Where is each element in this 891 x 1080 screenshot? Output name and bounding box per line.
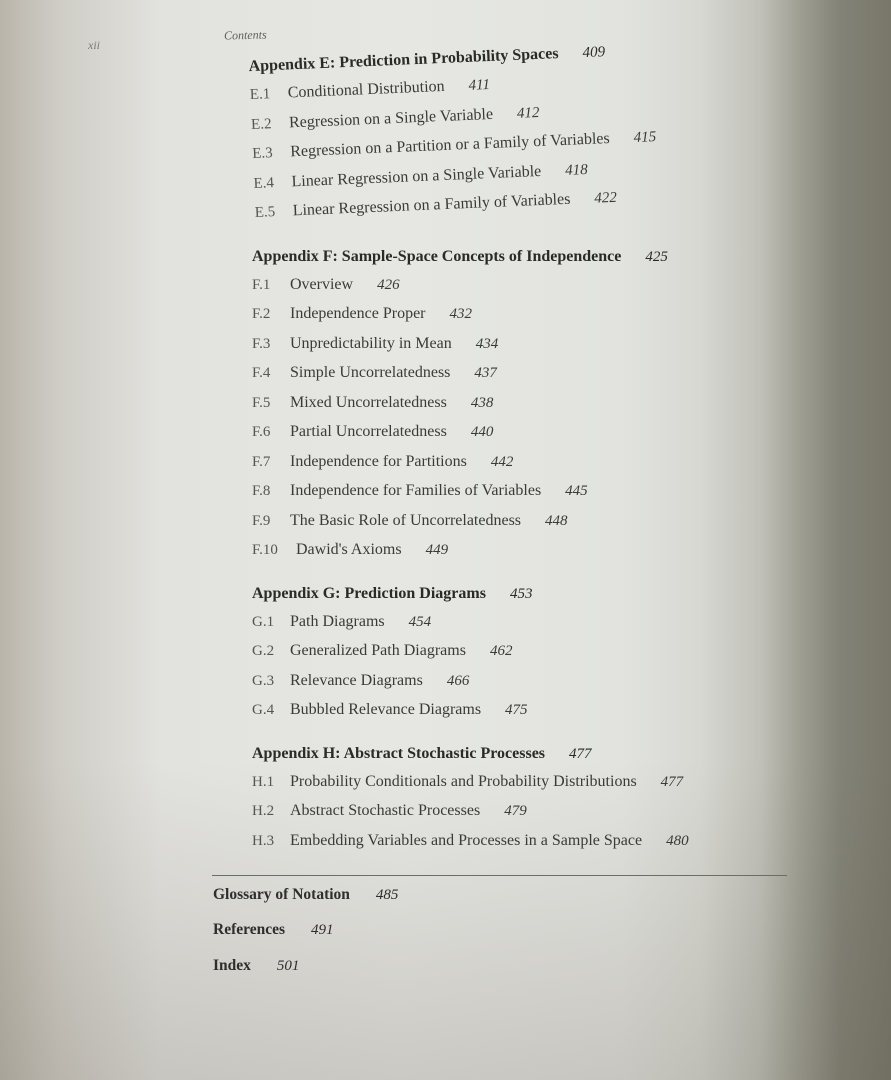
section-number: F.5: [252, 394, 271, 411]
section-number: F.4: [252, 365, 271, 381]
back-matter-page: 501: [276, 958, 300, 974]
section-title: Overview: [290, 275, 354, 293]
section-number: E.3: [252, 145, 274, 162]
toc-entry: [252, 394, 689, 424]
toc-entry: [252, 541, 689, 571]
section-number: H.1: [252, 773, 275, 790]
section-number: H.2: [252, 803, 275, 819]
toc-entry: [252, 802, 689, 832]
section-page: 466: [446, 672, 470, 689]
section-page: 454: [408, 613, 432, 630]
back-matter-title: References: [213, 921, 286, 938]
toc-entry: [252, 701, 689, 731]
toc-entry: [252, 613, 689, 643]
section-page: 418: [564, 161, 588, 179]
section-page: 412: [516, 104, 540, 122]
running-head: Contents: [223, 27, 267, 43]
section-number: E.5: [254, 204, 276, 221]
appendix-page: 409: [582, 44, 606, 62]
section-title: Regression on a Partition or a Family of Variables: [289, 130, 611, 161]
section-number: F.3: [252, 335, 271, 352]
appendix-h: [252, 745, 689, 862]
page-number: xii: [88, 38, 100, 52]
section-title: Abstract Stochastic Processes: [290, 802, 481, 819]
section-page: 432: [449, 306, 472, 322]
section-title: Independence for Partitions: [290, 452, 467, 470]
section-number: F.7: [252, 453, 271, 470]
section-number: E.2: [250, 115, 272, 133]
toc-entry: [252, 276, 689, 306]
toc-entry: [252, 305, 689, 335]
section-number: G.1: [252, 613, 275, 630]
section-title: Independence for Families of Variables: [290, 482, 542, 499]
section-number: E.1: [249, 86, 271, 104]
section-number: G.4: [252, 702, 275, 718]
section-page: 477: [660, 773, 684, 790]
section-title: Linear Regression on a Family of Variables: [292, 190, 571, 220]
section-title: Unpredictability in Mean: [290, 334, 452, 352]
section-page: 448: [545, 512, 568, 529]
section-page: 479: [504, 803, 527, 819]
section-title: Conditional Distribution: [287, 77, 445, 102]
section-number: G.3: [252, 672, 275, 689]
section-page: 438: [470, 394, 494, 411]
section-title: Relevance Diagrams: [290, 671, 423, 689]
section-number: H.3: [252, 832, 275, 849]
section-title: Independence Proper: [290, 305, 426, 322]
section-page: 422: [594, 189, 618, 207]
toc-entry: [252, 773, 689, 803]
section-title: Probability Conditionals and Probability Distributions: [290, 772, 637, 790]
section-title: Partial Uncorrelatedness: [290, 423, 447, 440]
toc-entry: [252, 482, 689, 512]
toc-entry: [252, 364, 689, 394]
back-matter-page: 485: [375, 887, 399, 903]
section-page: 411: [468, 76, 491, 94]
section-title: Generalized Path Diagrams: [290, 642, 466, 659]
section-number: F.10: [252, 542, 278, 558]
appendix-f: [252, 248, 689, 571]
back-matter-glossary: [213, 886, 398, 904]
section-page: 480: [666, 832, 689, 849]
section-number: G.2: [252, 643, 275, 659]
appendix-page: 477: [569, 745, 592, 762]
appendix-heading: [252, 248, 689, 276]
toc-entry: [252, 453, 689, 483]
appendix-heading: [252, 745, 689, 773]
toc-entry: [252, 642, 689, 672]
section-page: 442: [490, 453, 514, 470]
back-matter-index: [213, 957, 299, 975]
section-page: 415: [633, 129, 657, 147]
section-page: 437: [474, 365, 497, 381]
section-page: 434: [475, 335, 499, 352]
back-matter-page: 491: [311, 922, 334, 938]
section-title: Path Diagrams: [290, 612, 385, 630]
appendix-g: [252, 585, 689, 731]
section-title: Mixed Uncorrelatedness: [290, 393, 447, 411]
appendix-title: Appendix H: Abstract Stochastic Processes: [252, 744, 546, 762]
section-page: 449: [425, 542, 449, 558]
section-page: 445: [565, 483, 588, 499]
toc-entry: [252, 512, 689, 542]
appendix-page: 453: [509, 585, 533, 602]
appendix-heading: [252, 585, 689, 613]
section-title: Simple Uncorrelatedness: [290, 364, 451, 381]
back-matter-title: Index: [213, 957, 251, 974]
toc-entry: [252, 672, 689, 702]
section-title: The Basic Role of Uncorrelatedness: [290, 511, 522, 529]
section-title: Embedding Variables and Processes in a Sample Space: [290, 831, 643, 849]
section-number: F.1: [252, 276, 271, 293]
appendix-e: [248, 40, 692, 234]
toc-entry: [252, 832, 689, 862]
back-matter-references: [213, 921, 334, 939]
toc-entry: [252, 423, 689, 453]
appendix-title: Appendix G: Prediction Diagrams: [252, 584, 486, 602]
table-of-contents: [248, 44, 689, 875]
appendix-title: Appendix F: Sample-Space Concepts of Independence: [252, 247, 622, 265]
divider-rule: [212, 875, 787, 876]
section-title: Bubbled Relevance Diagrams: [290, 701, 482, 718]
toc-entry: [252, 335, 689, 365]
section-number: F.8: [252, 483, 271, 499]
section-title: Dawid's Axioms: [296, 541, 402, 558]
section-number: F.6: [252, 424, 271, 440]
section-number: E.4: [253, 174, 275, 192]
back-matter-title: Glossary of Notation: [213, 886, 350, 903]
section-title: Regression on a Single Variable: [288, 105, 494, 131]
section-page: 440: [470, 424, 494, 440]
section-title: Linear Regression on a Single Variable: [291, 162, 542, 190]
section-number: F.2: [252, 306, 271, 322]
section-page: 426: [377, 276, 400, 293]
section-number: F.9: [252, 512, 271, 529]
appendix-page: 425: [645, 248, 668, 265]
section-page: 462: [489, 643, 513, 659]
section-page: 475: [505, 702, 528, 718]
appendix-title: Appendix E: Prediction in Probability Spaces: [248, 45, 559, 76]
